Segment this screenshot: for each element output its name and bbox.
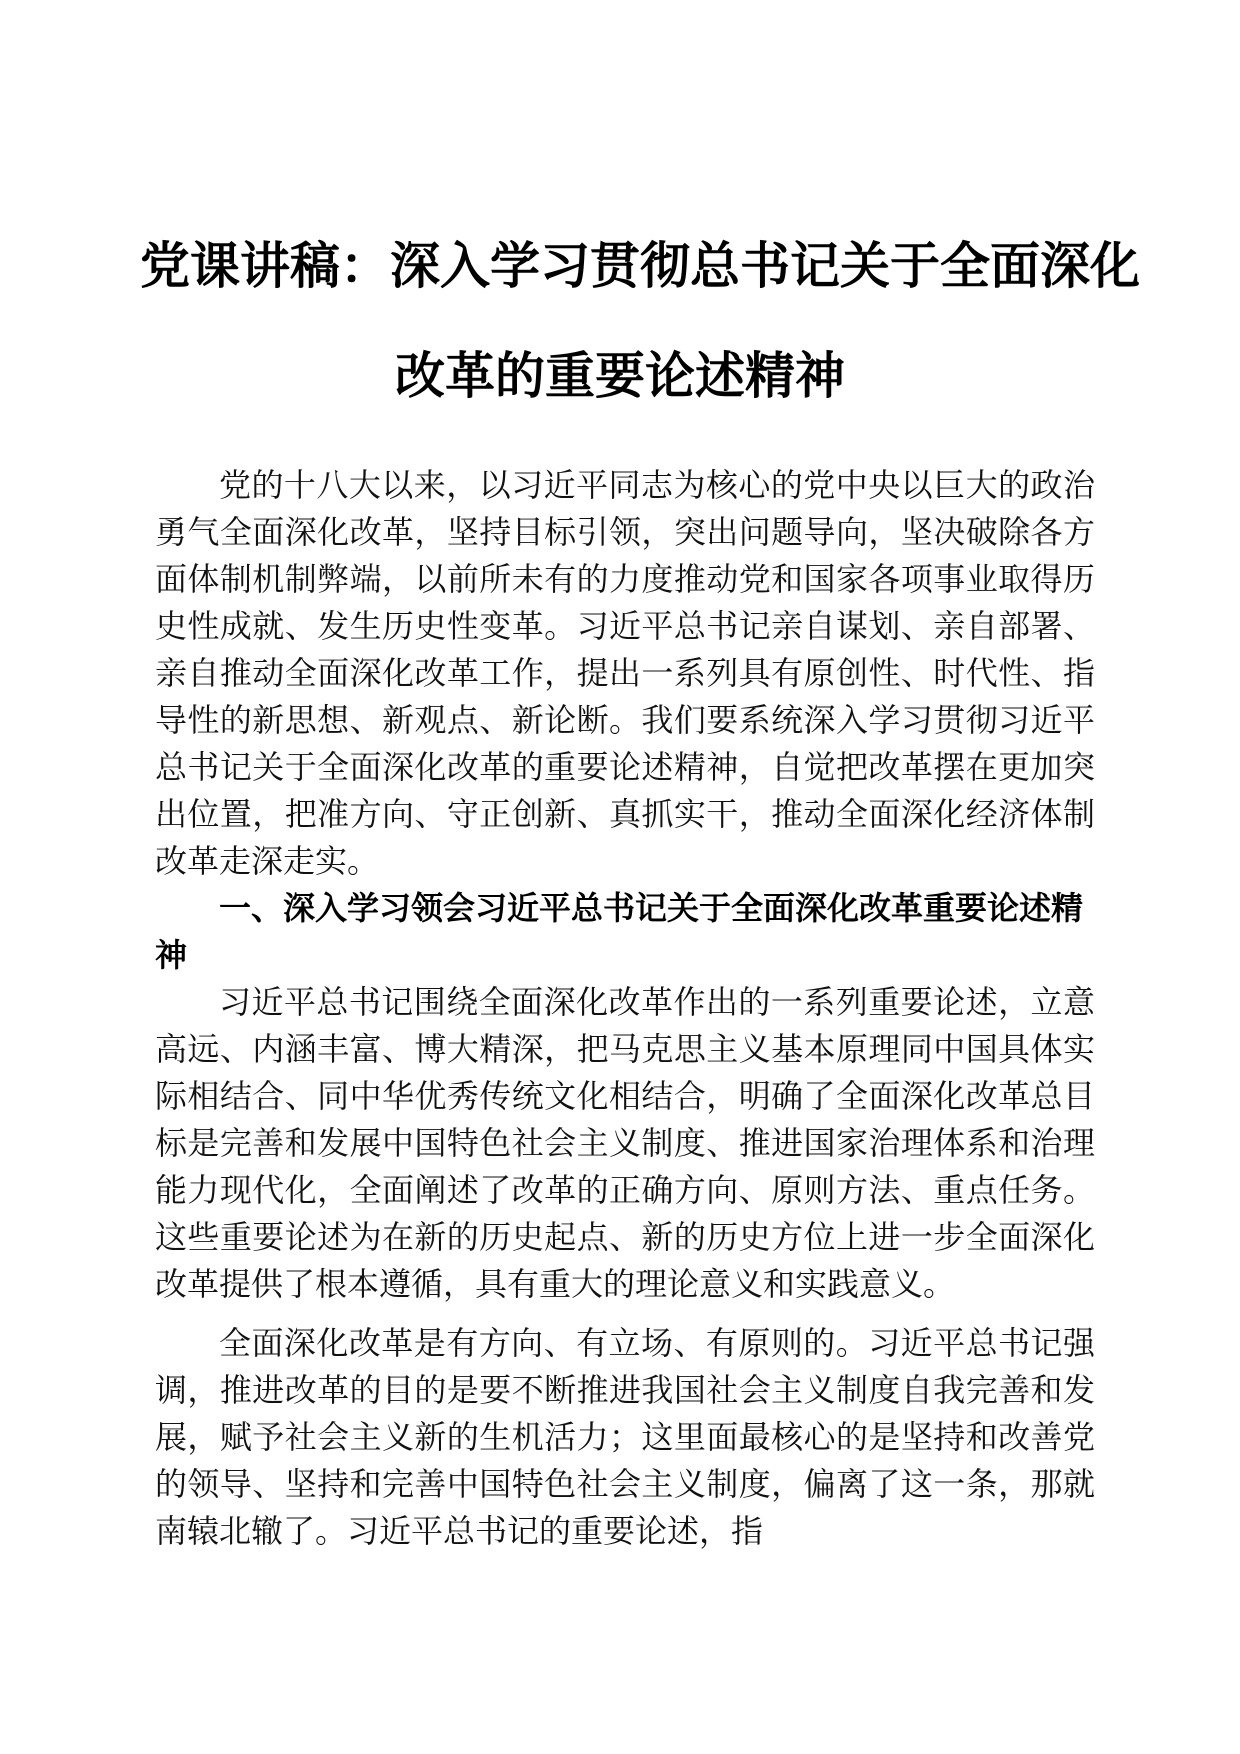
body-paragraph-1: 习近平总书记围绕全面深化改革作出的一系列重要论述，立意高远、内涵丰富、博大精深，把马克思主义基本原理同中国具体实际相结合、同中华优秀传统文化相结合，明确了全面深化改革总目标是完善和发展中国特色社会主义制度、推进国家治理体系和治理能力现代化，全面阐述了改革的正确方向、原则方法、重点任务。这些重要论述为在新的历史起点、新的历史方位上进一步全面深化改革提供了根本遵循，具有重大的理论意义和实践意义。 [155,983,1095,1303]
body-paragraph-2: 全面深化改革是有方向、有立场、有原则的。习近平总书记强调，推进改革的目的是要不断推进我国社会主义制度自我完善和发展，赋予社会主义新的生机活力；这里面最核心的是坚持和改善党的领导、坚持和完善中国特色社会主义制度，偏离了这一条，那就南辕北辙了。习近平总书记的重要论述，指 [155,1324,1095,1550]
document-body [155,462,1095,1555]
section-heading-1: 一、深入学习领会习近平总书记关于全面深化改革重要论述精神 [155,889,1084,974]
document-title-line-2: 改革的重要论述精神 [395,346,845,405]
document-title-line-1: 党课讲稿：深入学习贯彻总书记关于全面深化 [140,236,1140,295]
intro-paragraph: 党的十八大以来，以习近平同志为核心的党中央以巨大的政治勇气全面深化改革，坚持目标引领，突出问题导向，坚决破除各方面体制机制弊端，以前所未有的力度推动党和国家各项事业取得历史性成就、发生历史性变革。习近平总书记亲自谋划、亲自部署、亲自推动全面深化改革工作，提出一系列具有原创性、时代性、指导性的新思想、新观点、新论断。我们要系统深入学习贯彻习近平总书记关于全面深化改革的重要论述精神，自觉把改革摆在更加突出位置，把准方向、守正创新、真抓实干，推动全面深化经济体制改革走深走实。 [155,466,1095,880]
